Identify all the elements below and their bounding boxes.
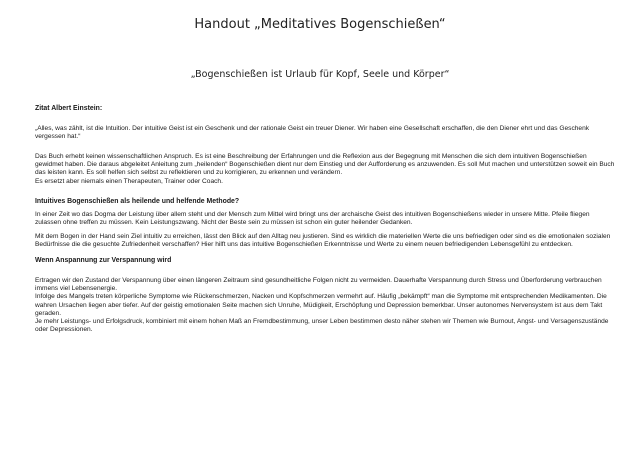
paragraph-symptoms: Infolge des Mangels treten körperliche Symptome wie Rückenschmerzen, Nacken und Kopfschmerzen vermehrt auf. Häufig „bekämpft“ man die Symptome mit entsprechenden Medikamenten. Die wahren Ursachen liegen aber tiefer. Auf der geistig emotionalen Seite machen sich Unruhe, Müdigkeit, Erschöpfung und Depression bemerkbar. Unser autonomes Nervensystem ist aus dem Takt geraden. (35, 293, 607, 317)
paragraph-book-intro: Das Buch erhebt keinen wissenschaftlichen Anspruch. Es ist eine Beschreibung der Erfahrungen und die Reflexion aus der Begegnung mit Menschen die sich dem intuitiven Bogenschießen gewidmet haben. Die daraus abgeleitet Anleitung zum „heilenden“ Bogenschießen dient nur dem Einstieg und der Aufforderung es anzuwenden. Es soll Mut machen und unterstützen soweit ein Buch das leisten kann. Es soll helfen sich selbst zu reflektieren und zu korrigieren, zu erkennen und verändern. (35, 153, 615, 177)
paragraph-tension: Ertragen wir den Zustand der Verspannung über einen längeren Zeitraum sind gesundheitliche Folgen nicht zu vermeiden. Dauerhafte Verspannung durch Stress und Überforderung verbrauchen immens viel Lebensenergie. (35, 277, 602, 293)
section-heading-tension: Wenn Anspannung zur Verspannung wird (35, 257, 172, 265)
paragraph-bow: Mit dem Bogen in der Hand sein Ziel intuitiv zu erreichen, lässt den Blick auf den Alltag neu justieren. Sind es wirklich die materiellen Werte die uns befriedigen oder sind es die emotionalen sozialen Bedürfnisse die die gesuchte Zufriedenheit verschaffen? Hier hilft uns das intuitive Bogenschießen Erkenntnisse und Werte zu einem neuen befriedigenden Lebensgefühl zu entdecken. (35, 232, 611, 249)
document-title: Handout „Meditatives Bogenschießen“ (194, 17, 446, 32)
paragraph-disclaimer: Es ersetzt aber niemals einen Therapeuten, Trainer oder Coach. (35, 177, 223, 185)
paragraph-burnout: Je mehr Leistungs- und Erfolgsdruck, kombiniert mit einem hohen Maß an Fremdbestimmung, unser Leben bestimmen desto näher stehen wir Themen wie Burnout, Angst- und Versagenszustände oder Depressionen. (35, 317, 609, 333)
section-heading-method: Intuitives Bogenschießen als heilende und helfende Methode? (35, 197, 240, 205)
paragraph-dogma: In einer Zeit wo das Dogma der Leistung über allem steht und der Mensch zum Mittel wird bringt uns der archaische Geist des intuitiven Bogenschießens wieder in unsere Mitte. Pfeile fliegen zulassen ohne treffen zu müssen. Kein Leistungszwang. Nicht der Beste sein zu müssen ist schon ein guter heilender Gedanken. (35, 210, 590, 226)
section-heading-quote: Zitat Albert Einstein: (35, 105, 103, 112)
document-subtitle: „Bogenschießen ist Urlaub für Kopf, Seele und Körper“ (190, 69, 450, 80)
document-body (35, 105, 615, 334)
einstein-quote: „Alles, was zählt, ist die Intuition. Der intuitive Geist ist ein Geschenk und der rationale Geist ein treuer Diener. Wir haben eine Gesellschaft erschaffen, die den Diener ehrt und das Geschenk vergessen hat.“ (35, 125, 590, 141)
